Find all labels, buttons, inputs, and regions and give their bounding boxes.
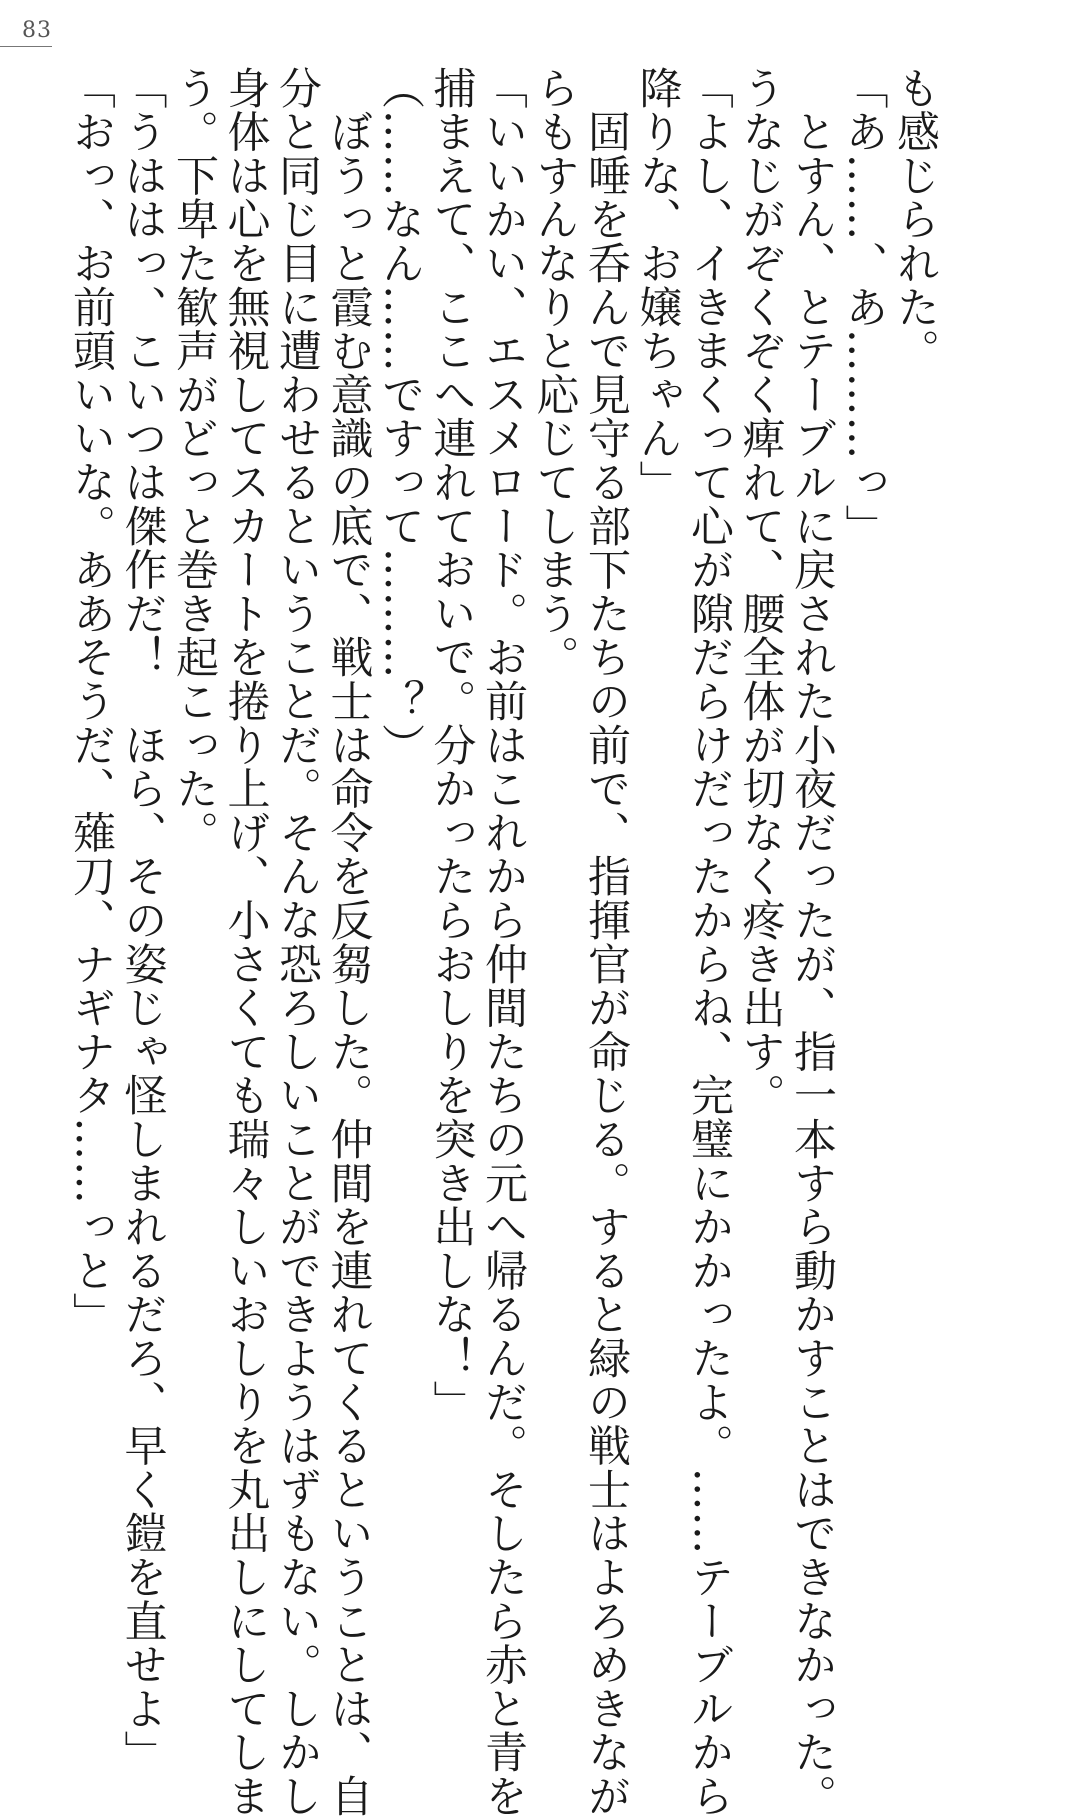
text-line: 固唾を呑んで見守る部下たちの前で、指揮官が命じる。すると緑の戦士はよろめきなが xyxy=(581,66,631,1818)
vertical-text-body xyxy=(65,66,941,1818)
text-line: （……なん……ですって………？） xyxy=(375,66,425,767)
text-line: 「よし、イきまくって心が隙だらけだったからね、完璧にかかったよ。……テーブルから xyxy=(684,66,734,1818)
page-number: 83 xyxy=(22,18,52,43)
text-line: 身体は心を無視してスカートを捲り上げ、小さくても瑞々しいおしりを丸出しにしてしま xyxy=(220,66,271,1818)
text-line: 「いいかい、エスメロード。お前はこれから仲間たちの元へ帰るんだ。そしたら赤と青を xyxy=(478,66,528,1818)
text-line: 「あ……、あ………っ」 xyxy=(838,66,889,548)
text-line: 降りな、お嬢ちゃん」 xyxy=(632,66,683,504)
text-line: らもすんなりと応じてしまう。 xyxy=(529,66,580,680)
text-line: 「うははっ、こいつは傑作だ！ ほら、その姿じゃ怪しまれるだろ、早く鎧を直せよ」 xyxy=(117,66,168,1775)
text-line: うなじがぞくぞく痺れて、腰全体が切なく疼き出す。 xyxy=(735,66,786,1118)
text-line: 「おっ、お前頭いいな。ああそうだ、薙刀、ナギナタ……っと」 xyxy=(66,66,116,1337)
page-number-rule xyxy=(0,46,52,47)
text-line: 捕まえて、ここへ連れておいで。分かったらおしりを突き出しな！」 xyxy=(426,66,477,1424)
text-line: も感じられた。 xyxy=(890,66,940,373)
text-line: 分と同じ目に遭わせるということだ。そんな恐ろしいことができようはずもない。しかし xyxy=(272,66,322,1818)
text-line: う。下卑た歓声がどっと巻き起こった。 xyxy=(169,66,219,855)
text-line: ぼうっと霞む意識の底で、戦士は命令を反芻した。仲間を連れてくるということは、自 xyxy=(323,66,374,1818)
text-line: とすん、とテーブルに戻された小夜だったが、指一本すら動かすことはできなかった。 xyxy=(787,66,837,1818)
